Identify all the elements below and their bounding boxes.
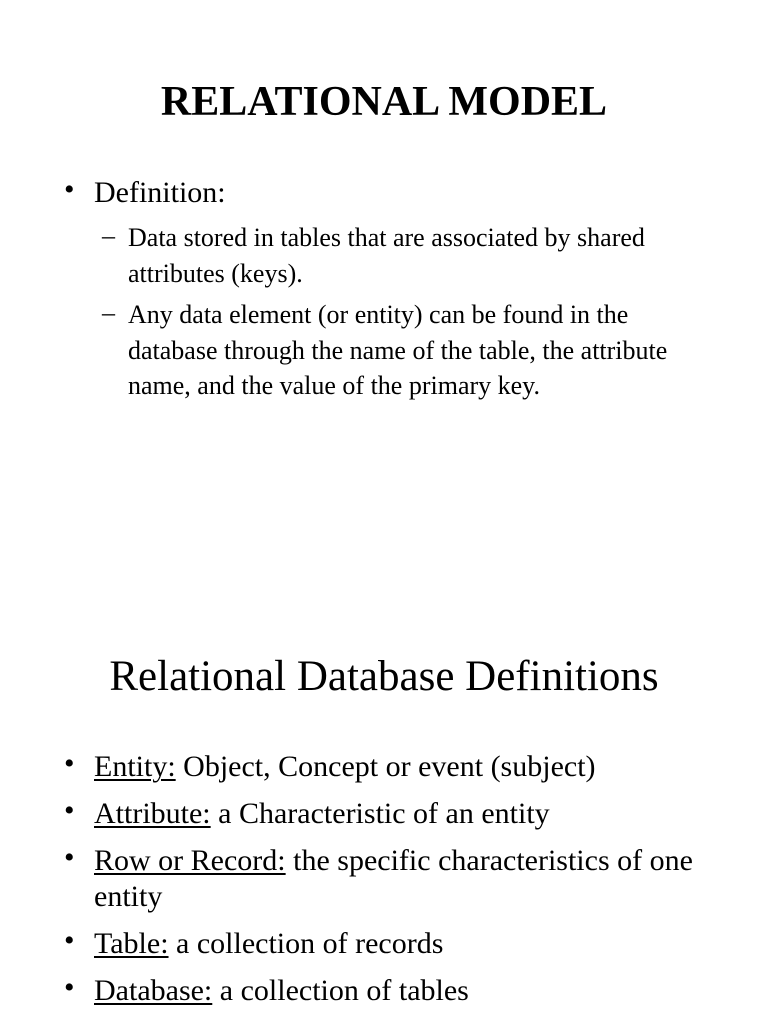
definition-item-row-or-record	[62, 843, 722, 915]
slide-title: RELATIONAL MODEL	[160, 79, 608, 125]
sub-bullet-list	[94, 220, 722, 404]
definition-text: a collection of records	[168, 927, 444, 960]
definition-text: Object, Concept or event (subject)	[175, 750, 596, 783]
sub-bullet-item	[94, 220, 718, 291]
definition-item-database	[62, 973, 722, 1009]
dash-icon: –	[102, 221, 115, 250]
definition-term: Database:	[94, 974, 213, 1007]
slide-title: Relational Database Definitions	[109, 653, 659, 700]
definition-text: the specific characteristics of one entity	[94, 844, 693, 913]
bullet-icon: •	[64, 173, 75, 206]
sub-bullet-item	[94, 297, 718, 404]
bullet-icon: •	[64, 747, 75, 780]
bullet-icon: •	[64, 924, 75, 957]
definition-text: a collection of tables	[212, 974, 469, 1007]
bullet-icon: •	[64, 841, 75, 874]
bullet-list	[62, 174, 722, 410]
definition-term: Row or Record:	[94, 844, 286, 877]
definition-item-table	[62, 926, 722, 962]
definition-term: Entity:	[94, 750, 176, 783]
definition-item-entity	[62, 749, 722, 785]
sub-bullet-text: Any data element (or entity) can be found in the database through the name of the table, the attribute name, and the value of the primary key.	[128, 300, 668, 400]
definition-list	[62, 749, 722, 1020]
definition-term: Attribute:	[94, 797, 211, 830]
definition-term: Table:	[94, 927, 169, 960]
bullet-icon: •	[64, 794, 75, 827]
dash-icon: –	[102, 298, 115, 327]
sub-bullet-text: Data stored in tables that are associated by shared attributes (keys).	[128, 223, 645, 288]
definition-item-attribute	[62, 796, 722, 832]
bullet-item-definition	[62, 174, 722, 404]
definition-text: a Characteristic of an entity	[210, 797, 550, 830]
slide-relational-database-definitions	[0, 512, 768, 1024]
bullet-icon: •	[64, 971, 75, 1004]
bullet-text: Definition:	[94, 176, 226, 209]
